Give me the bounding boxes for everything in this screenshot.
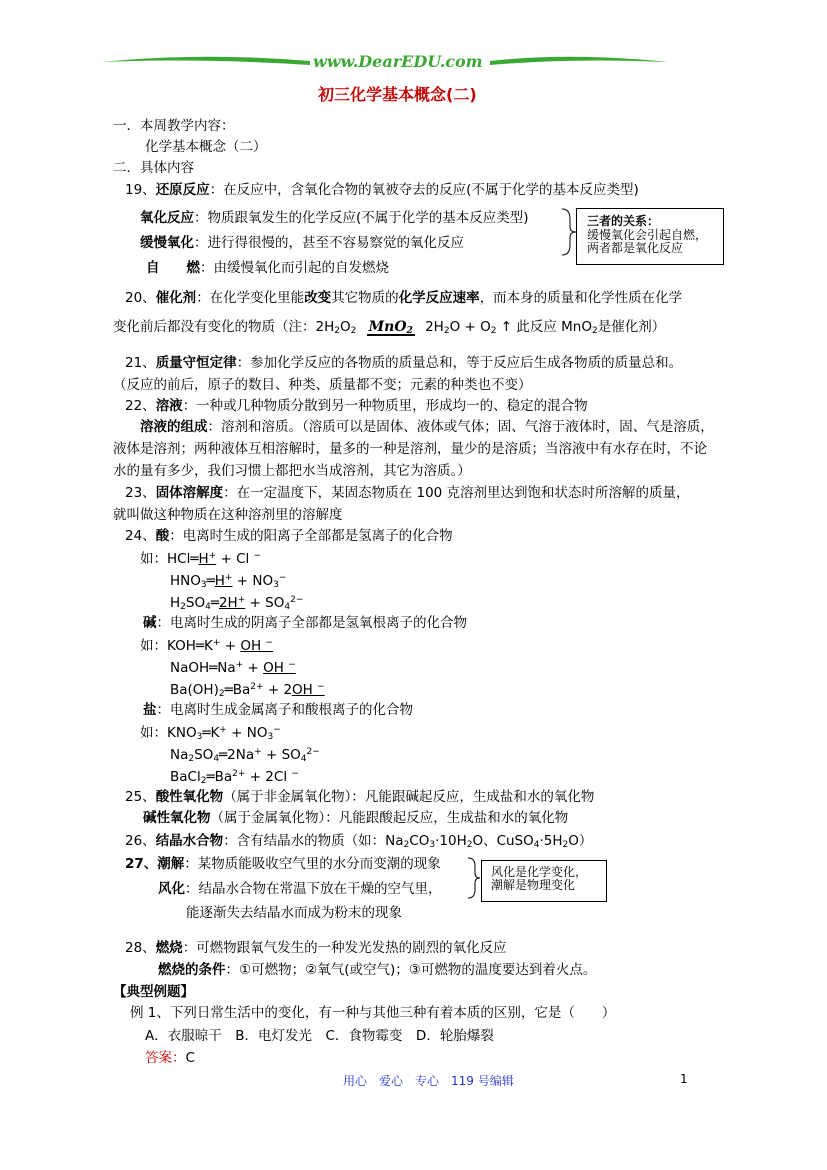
salt-example-2: $Na_2SO_4═2Na^+ + SO_4^{2-}$ bbox=[170, 747, 320, 764]
item-25: 25、酸性氧化物（属于非金属氧化物）：凡能跟碱起反应，生成盐和水的氧化物 bbox=[125, 789, 595, 805]
item-19: 19、还原反应：在反应中，含氧化合物的氧被夺去的反应(不属于化学的基本反应类型) bbox=[125, 182, 639, 198]
basic-oxide: 碱性氧化物（属于金属氧化物）：凡能跟酸起反应，生成盐和水的氧化物 bbox=[143, 810, 569, 826]
example-1-options: A．衣服晾干 B．电灯发光 C．食物霉变 D．轮胎爆裂 bbox=[145, 1028, 494, 1044]
item-24: 24、酸：电离时生成的阳离子全部都是氢离子的化合物 bbox=[125, 528, 453, 544]
base-definition: 碱：电离时生成的阴离子全部都是氢氧根离子的化合物 bbox=[143, 615, 467, 631]
catalyst-arrow: MnO$_2$ bbox=[368, 319, 413, 336]
change-type-note-box bbox=[481, 860, 607, 902]
site-url[interactable]: www.DearEDU.com bbox=[313, 52, 483, 71]
item-20-line2: 变化前后都没有变化的物质（注：$2H_2O_2$ MnO$_2$ $2H_2O + O_2$ ↑ 此反应 MnO$_2$是催化剂） bbox=[113, 319, 666, 336]
item-27: 27、潮解：某物质能吸收空气里的水分而变潮的现象 bbox=[125, 856, 441, 872]
item-20: 20、催化剂：在化学变化里能改变其它物质的化学反应速率，而本身的质量和化学性质在化学 bbox=[125, 290, 683, 306]
solution-composition-line2: 液体是溶剂；两种液体互相溶解时，量多的一种是溶剂，量少的是溶质；当溶液中有水存在时，不论 bbox=[113, 441, 707, 457]
footer-text: 用心 爱心 专心 119 号编辑 bbox=[343, 1074, 514, 1088]
combustion-conditions: 燃烧的条件：①可燃物；②氧气(或空气)；③可燃物的温度要达到着火点。 bbox=[158, 962, 597, 978]
box1-line1: 缓慢氧化会引起自燃， bbox=[587, 228, 708, 242]
brace-connector-2 bbox=[466, 856, 482, 900]
efflorescence: 风化：结晶水合物在常温下放在干燥的空气里， bbox=[158, 881, 442, 897]
base-example-3: $Ba(OH)_2═Ba^{2+} + 2OH$ − bbox=[170, 682, 325, 699]
base-example-2: NaOH═Na+ + OH − bbox=[170, 660, 296, 676]
box1-line2: 两者都是氧化反应 bbox=[587, 241, 684, 255]
item-22: 22、溶液：一种或几种物质分散到另一种物质里，形成均一的、稳定的混合物 bbox=[125, 398, 588, 414]
item-21: 21、质量守恒定律：参加化学反应的各物质的质量总和，等于反应后生成各物质的质量总和。 bbox=[125, 355, 683, 371]
slow-oxidation-line: 缓慢氧化：进行得很慢的，甚至不容易察觉的氧化反应 bbox=[140, 235, 464, 251]
box2-line2: 潮解是物理变化 bbox=[491, 878, 576, 892]
spontaneous-combustion-line: 自 燃：由缓慢氧化而引起的自发燃烧 bbox=[146, 260, 389, 276]
item-28: 28、燃烧：可燃物跟氧气发生的一种发光发热的剧烈的氧化反应 bbox=[125, 940, 507, 956]
item-23-line2: 就叫做这种物质在这种溶剂里的溶解度 bbox=[113, 507, 343, 523]
oxidation-line: 氧化反应：物质跟氧发生的化学反应(不属于化学的基本反应类型) bbox=[140, 210, 529, 226]
page-title: 初三化学基本概念(二) bbox=[318, 85, 477, 104]
item-26: 26、结晶水合物：含有结晶水的物质（如：$Na_2CO_3\cdot 10H_2O$、$CuSO_4\cdot 5H_2O$） bbox=[125, 833, 593, 850]
typical-examples-heading: 【典型例题】 bbox=[113, 984, 194, 1000]
base-example-1: 如：KOH═K+ + OH − bbox=[140, 638, 273, 654]
box1-title: 三者的关系： bbox=[587, 214, 660, 228]
acid-example-2: $HNO_3═H^+ + NO_3^-$ bbox=[170, 573, 287, 590]
relationship-note-box bbox=[576, 208, 724, 265]
acid-example-3: $H_2SO_4═2H^+ + SO_4^{2-}$ bbox=[170, 595, 304, 612]
solution-composition-line3: 水的量有多少，我们习惯上都把水当成溶剂，其它为溶质。） bbox=[113, 463, 471, 479]
box2-line1: 风化是化学变化， bbox=[491, 865, 588, 879]
acid-example-1: 如：HCl═H+ + Cl − bbox=[140, 551, 262, 567]
efflorescence-line2: 能逐渐失去结晶水而成为粉末的现象 bbox=[186, 905, 402, 921]
salt-example-3: $BaCl_2═Ba^{2+} + 2Cl$ − bbox=[170, 769, 299, 786]
section-1-body: 化学基本概念（二） bbox=[145, 139, 267, 155]
item-21-line2: （反应的前后，原子的数目、种类、质量都不变；元素的种类也不变） bbox=[113, 377, 532, 393]
example-1-answer: 答案：C bbox=[145, 1050, 195, 1066]
solution-composition: 溶液的组成：溶剂和溶质。（溶质可以是固体、液体或气体；固、气溶于液体时，固、气是溶质， bbox=[140, 419, 714, 435]
salt-example-1: 如：$KNO_3═K^+ + NO_3^-$ bbox=[140, 725, 281, 742]
section-1-heading: 一．本周教学内容： bbox=[113, 118, 235, 134]
example-1-question: 例 1、下列日常生活中的变化，有一种与其他三种有着本质的区别，它是（ ） bbox=[130, 1005, 616, 1021]
item-23: 23、固体溶解度：在一定温度下，某固态物质在 100 克溶剂里达到饱和状态时所溶解的质量， bbox=[125, 485, 690, 501]
salt-definition: 盐：电离时生成金属离子和酸根离子的化合物 bbox=[143, 702, 413, 718]
page-number: 1 bbox=[680, 1072, 688, 1086]
section-2-heading: 二．具体内容 bbox=[113, 160, 194, 176]
